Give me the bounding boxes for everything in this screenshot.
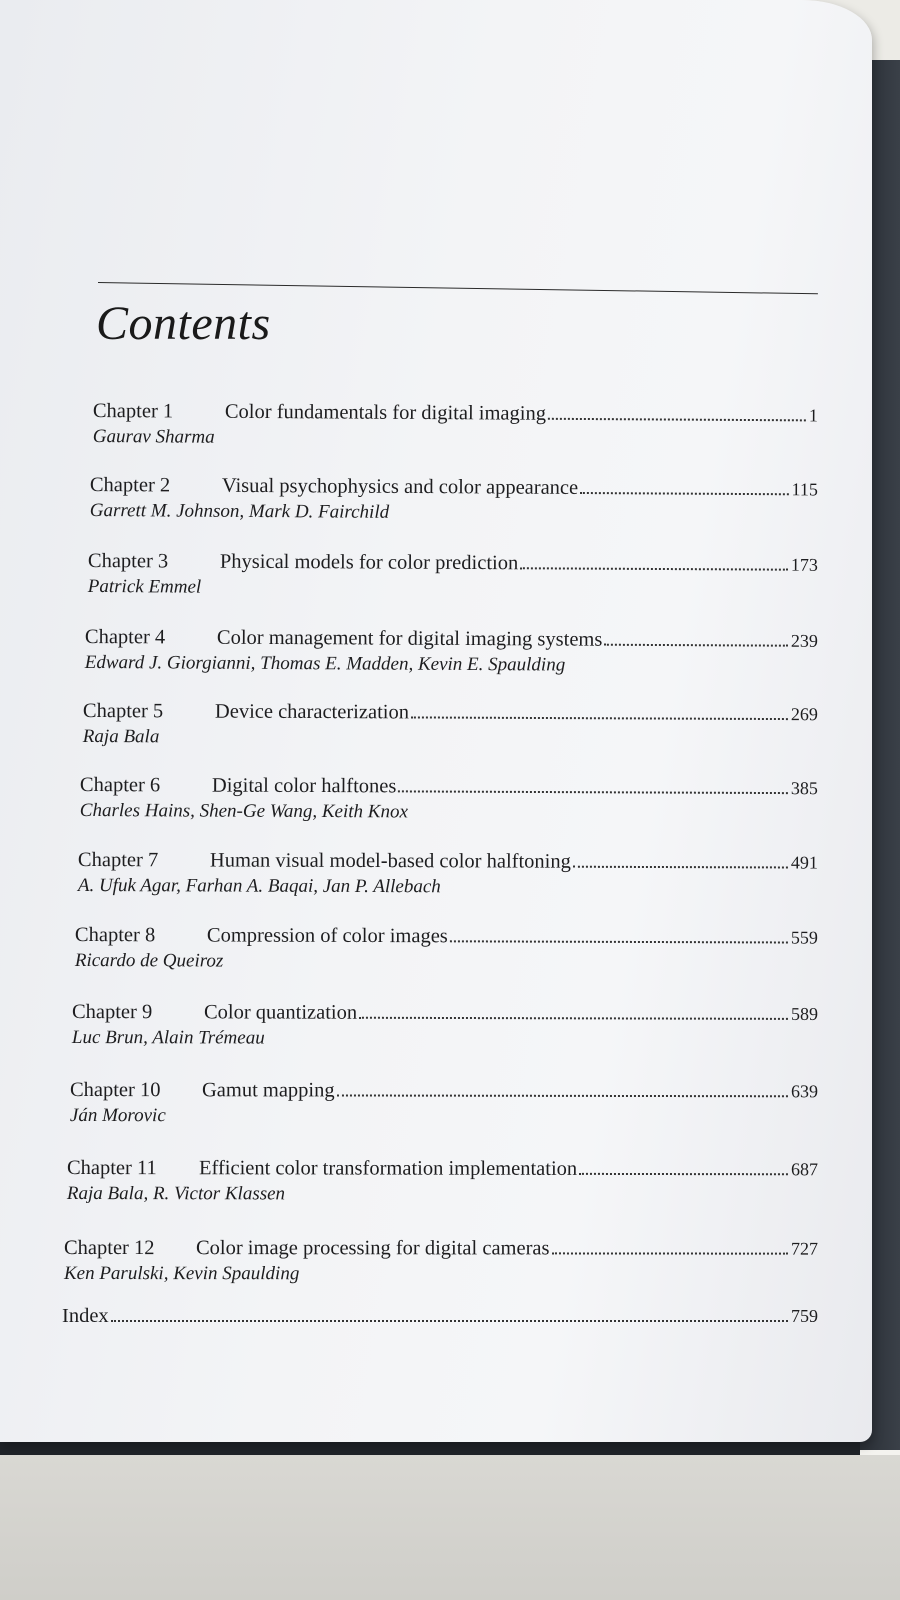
- toc-entry-chapter-4: [85, 624, 818, 679]
- chapter-title: Physical models for color prediction: [219, 550, 519, 575]
- chapter-authors: Patrick Emmel: [87, 575, 202, 598]
- toc-entry-chapter-6: [80, 772, 818, 826]
- chapter-number: Chapter 7: [77, 849, 159, 872]
- dot-leader: [520, 567, 788, 570]
- chapter-number: Chapter 12: [63, 1237, 155, 1260]
- page-number: 727: [790, 1238, 818, 1259]
- page-number: 687: [790, 1159, 818, 1180]
- chapter-authors: Ken Parulski, Kevin Spaulding: [63, 1263, 300, 1285]
- chapter-number: Chapter 3: [87, 550, 169, 573]
- page-number: 385: [790, 778, 818, 799]
- toc-entry-chapter-11: [67, 1155, 818, 1207]
- chapter-number: Chapter 11: [66, 1157, 157, 1180]
- chapter-number: Chapter 5: [82, 700, 164, 723]
- chapter-authors: Garrett M. Johnson, Mark D. Fairchild: [89, 499, 390, 523]
- chapter-authors: Ján Morovic: [69, 1105, 166, 1127]
- toc-entry-chapter-2: [90, 472, 818, 527]
- toc-entry-chapter-10: [70, 1077, 818, 1129]
- dot-leader: [580, 492, 788, 495]
- index-title: Index: [62, 1305, 109, 1327]
- chapter-title: Visual psychophysics and color appearance: [221, 474, 579, 499]
- page-number: 1: [808, 405, 818, 426]
- page-number: 115: [791, 479, 818, 500]
- chapter-title: Compression of color images: [206, 924, 448, 948]
- chapter-title: Device characterization: [214, 700, 410, 724]
- chapter-authors: Charles Hains, Shen-Ge Wang, Keith Knox: [79, 799, 408, 823]
- toc-entry-chapter-8: [75, 922, 818, 976]
- page-number: 491: [790, 852, 818, 873]
- chapter-title: Gamut mapping: [201, 1079, 335, 1102]
- chapter-authors: Edward J. Giorgianni, Thomas E. Madden, Kevin E. Spaulding: [84, 651, 566, 676]
- toc-entry-chapter-1: [93, 398, 818, 453]
- page-number: 639: [790, 1081, 818, 1102]
- page-number: 239: [790, 630, 818, 651]
- chapter-authors: Ricardo de Queiroz: [74, 949, 224, 972]
- chapter-title: Color fundamentals for digital imaging: [224, 400, 547, 425]
- page-number: 759: [791, 1306, 818, 1326]
- dot-leader: [359, 1017, 788, 1020]
- dot-leader: [111, 1320, 788, 1322]
- dot-leader: [579, 1173, 788, 1175]
- chapter-number: Chapter 9: [71, 1001, 153, 1024]
- toc-entry-chapter-5: [83, 698, 818, 752]
- chapter-authors: Raja Bala, R. Victor Klassen: [66, 1183, 286, 1205]
- page-number: 269: [790, 704, 818, 725]
- chapter-title: Human visual model-based color halftoning: [209, 849, 571, 873]
- dot-leader: [398, 790, 788, 794]
- chapter-title: Color management for digital imaging systems: [216, 626, 603, 651]
- chapter-title: Efficient color transformation implementation: [198, 1157, 578, 1180]
- chapter-number: Chapter 8: [74, 924, 156, 947]
- chapter-title: Digital color halftones: [211, 774, 397, 798]
- toc-entry-chapter-12: [64, 1235, 818, 1287]
- dot-leader: [551, 1252, 787, 1254]
- dot-leader: [450, 940, 788, 943]
- toc-entry-chapter-3: [88, 548, 818, 603]
- chapter-number: Chapter 1: [92, 399, 174, 423]
- chapter-number: Chapter 4: [84, 626, 166, 649]
- page-title: Contents: [96, 297, 271, 350]
- page-number: 559: [790, 927, 818, 948]
- chapter-number: Chapter 6: [79, 774, 161, 797]
- dot-leader: [411, 716, 788, 720]
- dot-leader: [548, 418, 806, 422]
- toc-entry-chapter-7: [78, 847, 818, 901]
- chapter-authors: Gaurav Sharma: [92, 425, 215, 448]
- page-number: 173: [790, 554, 818, 575]
- toc-entry-chapter-9: [72, 999, 818, 1052]
- chapter-number: Chapter 10: [69, 1079, 161, 1102]
- chapter-title: Color image processing for digital cameras: [195, 1237, 550, 1260]
- chapter-number: Chapter 2: [89, 473, 171, 497]
- chapter-authors: A. Ufuk Agar, Farhan A. Baqai, Jan P. Allebach: [77, 874, 441, 898]
- dot-leader: [573, 866, 788, 869]
- chapter-authors: Raja Bala: [82, 725, 160, 748]
- dot-leader: [604, 644, 788, 647]
- dot-leader: [337, 1094, 788, 1097]
- toc-entry-index: [62, 1303, 818, 1329]
- chapter-authors: Luc Brun, Alain Trémeau: [71, 1026, 265, 1049]
- page-number: 589: [790, 1003, 818, 1024]
- chapter-title: Color quantization: [203, 1001, 358, 1024]
